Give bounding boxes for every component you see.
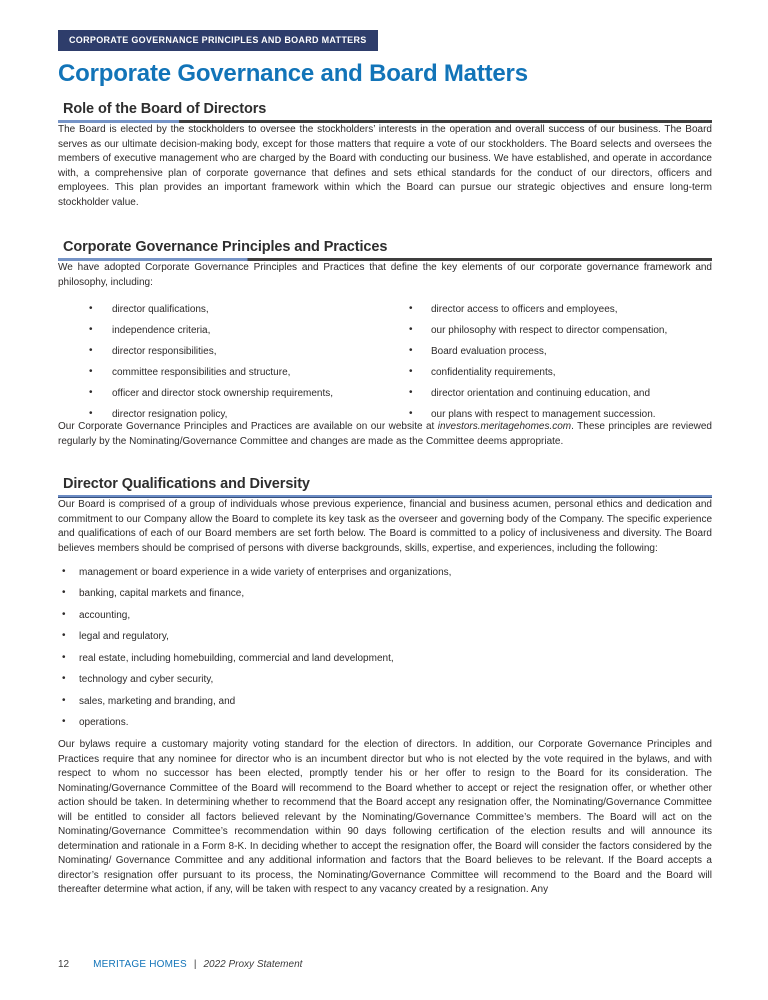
list-item: • director access to officers and employees, [385, 305, 712, 315]
section-role-of-board [58, 101, 712, 210]
list-item: • Board evaluation process, [385, 347, 712, 357]
qualifications-bullet-list [58, 568, 712, 729]
section-heading: Corporate Governance Principles and Practices [63, 239, 388, 255]
list-item: • director resignation policy, [58, 410, 385, 420]
list-item: • director orientation and continuing education, and [385, 389, 712, 399]
page-number: 12 [58, 959, 70, 970]
page-content [58, 30, 712, 898]
list-item: • banking, capital markets and finance, [58, 589, 712, 599]
list-item: • operations. [58, 718, 712, 728]
list-item: • director responsibilities, [58, 347, 385, 357]
list-item: • our plans with respect to management succession. [385, 410, 712, 420]
list-item: • legal and regulatory, [58, 632, 712, 642]
page-footer [58, 959, 302, 970]
list-item: • committee responsibilities and structure, [58, 368, 385, 378]
section-heading: Role of the Board of Directors [63, 101, 267, 117]
list-item: • accounting, [58, 611, 712, 621]
list-item: • management or board experience in a wide variety of enterprises and organizations, [58, 568, 712, 578]
list-item: • real estate, including homebuilding, commercial and land development, [58, 654, 712, 664]
paragraph: Our Board is comprised of a group of individuals whose previous experience, financial and business acumen, personal ethics and dedication and commitment to our Company allow the Board to complete its key task as the overseer and governing body of the Company. The specific experience and qualifications of each of our Board members are set forth below. The Board is committed to a policy of inclusiveness and diversity. The Board believes members should be comprised of persons with diverse backgrounds, skills, expertise, and experiences, including the following: [58, 499, 712, 554]
website-link[interactable]: investors.meritagehomes.com [437, 421, 572, 432]
paragraph: We have adopted Corporate Governance Principles and Practices that define the key elements of our corporate governance framework and philosophy, including: [58, 262, 712, 288]
list-item: • our philosophy with respect to director compensation, [385, 326, 712, 336]
footer-company-name: MERITAGE HOMES [93, 959, 187, 970]
page-title: Corporate Governance and Board Matters [58, 60, 528, 87]
list-item: • independence criteria, [58, 326, 385, 336]
footer-separator: | [193, 959, 197, 970]
list-item: • officer and director stock ownership requirements, [58, 389, 385, 399]
list-item: • sales, marketing and branding, and [58, 697, 712, 707]
principles-bullet-list [58, 305, 712, 420]
paragraph: Our bylaws require a customary majority voting standard for the election of directors. In addition, our Corporate Governance Principles and Practices require that any nominee for director who is an incumbent director but who is not elected by the vote required in the bylaws, and with respect to whom no successor has been elected, promptly tender his or her offer to resign to the Board for its consideration. The Nominating/Governance Committee of the Board will recommend to the Board whether to accept or reject the resignation offer, or whether other action should be taken. In determining whether to recommend that the Board accept any resignation offer, the Nominating/Governance Committee will be entitled to consider all factors believed relevant by the Nominating/Governance Committee’s members. The Board will act on the Nominating/Governance Committee’s recommendation within 90 days following certification of the election results and will announce its determination and rationale in a Form 8-K. In deciding whether to accept the resignation offer, the Board will consider the factors considered by the Nominating/ Governance Committee and any additional information and factors that the Board believes to be relevant. If the Board accepts a director’s resignation offer pursuant to its process, the Nominating/Governance Committee will recommend to the Board and the Board will thereafter determine what action, if any, will be taken with respect to any vacancy created by a resignation. Any [58, 739, 712, 895]
list-item: • director qualifications, [58, 305, 385, 315]
section-banner: CORPORATE GOVERNANCE PRINCIPLES AND BOARD MATTERS [58, 30, 378, 51]
section-heading: Director Qualifications and Diversity [63, 476, 310, 492]
paragraph: The Board is elected by the stockholders to oversee the stockholders’ interests in the operation and overall success of our business. The Board serves as our ultimate decision-making body, except for those matters that require a vote of our stockholders. The Board selects and oversees the members of executive management who are charged by the Board with conducting our business. We have established, and operate in accordance with, a comprehensive plan of corporate governance that defines and sets ethical standards for the conduct of our directors, officers and employees. This plan provides an important framework within which the Board can pursue our strategic objectives and ensure long-term stockholder value. [58, 124, 712, 208]
section-director-qualifications [58, 476, 712, 898]
closing-text-post: . These principles are reviewed regularly by the Nominating/Governance Committee and changes are made as the Committee deems appropriate. [58, 421, 712, 447]
list-item: • confidentiality requirements, [385, 368, 712, 378]
footer-document-title: 2022 Proxy Statement [203, 959, 303, 970]
closing-text-pre: Our Corporate Governance Principles and Practices are available on our website at [58, 421, 438, 432]
section-governance-principles [58, 239, 712, 449]
paragraph [58, 420, 712, 449]
list-item: • technology and cyber security, [58, 675, 712, 685]
